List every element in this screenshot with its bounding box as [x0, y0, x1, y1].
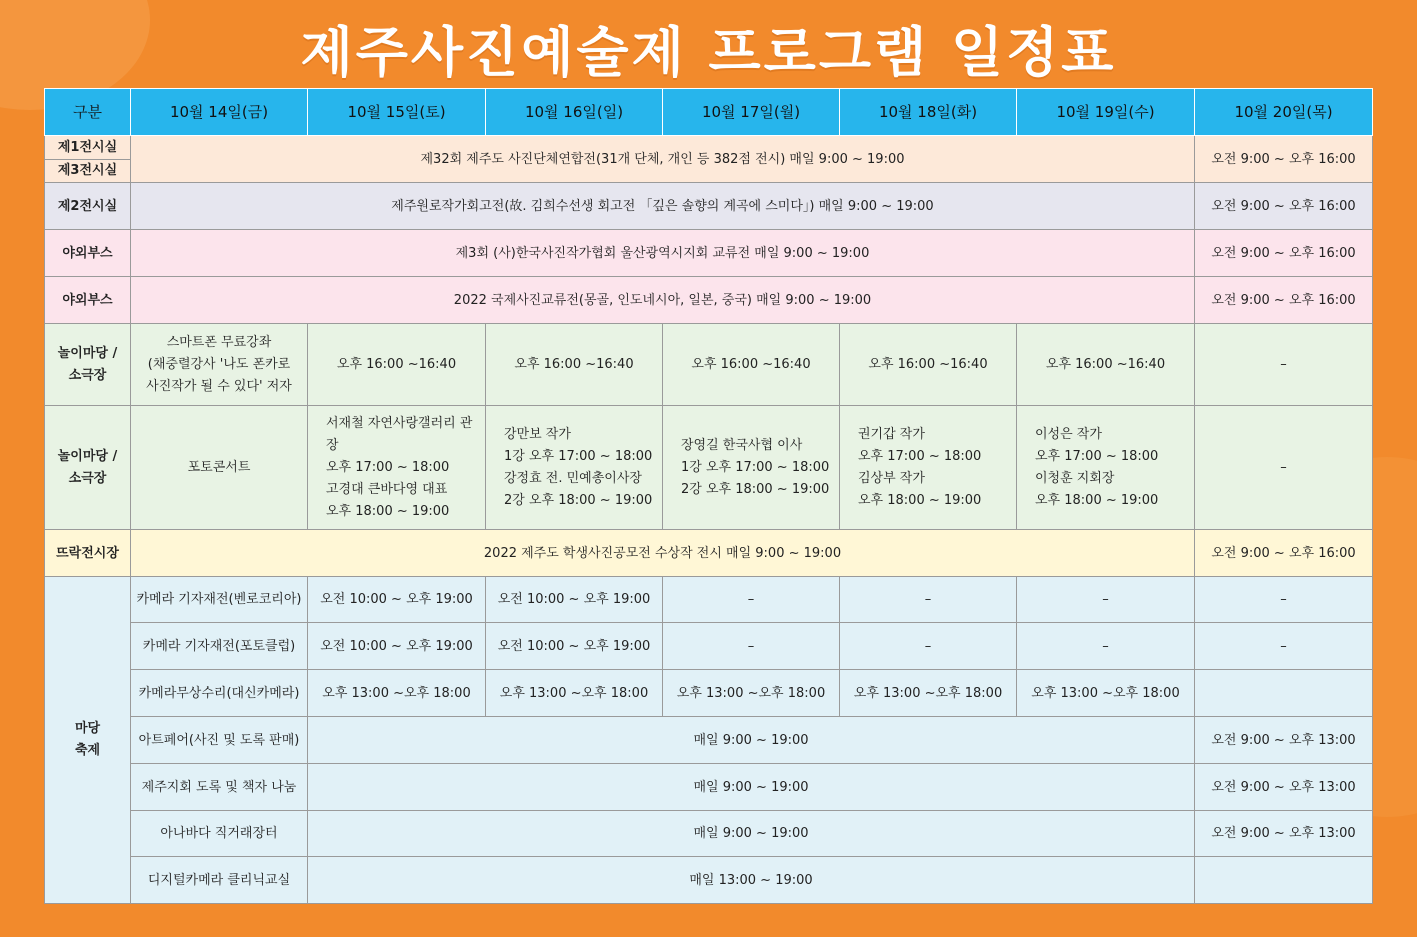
time-cell: – — [1017, 623, 1195, 670]
speaker-cell — [663, 406, 840, 530]
header-oct16: 10월 16일(일) — [486, 89, 663, 136]
event-cell: 제32회 제주도 사진단체연합전(31개 단체, 개인 등 382점 전시) 매일 9:00 ~ 19:00 — [131, 136, 1195, 183]
category-cell — [45, 577, 131, 904]
time-cell: 오후 16:00 ~16:40 — [663, 324, 840, 406]
last-day-cell — [1195, 670, 1373, 717]
event-cell: 매일 13:00 ~ 19:00 — [308, 857, 1195, 904]
last-day-cell: 오전 9:00 ~ 오후 16:00 — [1195, 183, 1373, 230]
time-cell: 오후 13:00 ~오후 18:00 — [308, 670, 486, 717]
speaker-line: 권기갑 작가 — [858, 426, 925, 442]
last-day-cell: 오전 9:00 ~ 오후 16:00 — [1195, 530, 1373, 577]
speaker-line: 오후 18:00 ~ 19:00 — [858, 492, 982, 508]
speaker-line: 2강 오후 18:00 ~ 19:00 — [681, 481, 830, 497]
program-line: 사진작가 될 수 있다' 저자 — [146, 378, 292, 394]
speaker-line: 오후 17:00 ~ 18:00 — [1035, 448, 1159, 464]
event-cell: 제3회 (사)한국사진작가협회 울산광역시지회 교류전 매일 9:00 ~ 19:00 — [131, 230, 1195, 277]
category-label: 제1전시실 — [57, 139, 118, 155]
speaker-line: 강만보 작가 — [504, 426, 571, 442]
speaker-line: 이성은 작가 — [1035, 426, 1102, 442]
header-oct14: 10월 14일(금) — [131, 89, 308, 136]
event-cell: 매일 9:00 ~ 19:00 — [308, 811, 1195, 857]
page-title: 제주사진예술제 프로그램 일정표 — [300, 21, 1117, 84]
table-row — [45, 136, 1373, 183]
category-cell — [45, 406, 131, 530]
category-cell — [45, 136, 131, 183]
time-cell: 오전 10:00 ~ 오후 19:00 — [308, 577, 486, 623]
table-row — [45, 530, 1373, 577]
time-cell: 오전 10:00 ~ 오후 19:00 — [486, 577, 663, 623]
program-cell: 디지털카메라 클리닉교실 — [131, 857, 308, 904]
table-row — [45, 324, 1373, 406]
table-row — [45, 857, 1373, 904]
time-cell: – — [840, 577, 1017, 623]
category-label: 소극장 — [68, 367, 107, 383]
last-day-cell: 오전 9:00 ~ 오후 13:00 — [1195, 717, 1373, 764]
last-day-cell: 오전 9:00 ~ 오후 13:00 — [1195, 811, 1373, 857]
event-cell: 2022 국제사진교류전(몽골, 인도네시아, 일본, 중국) 매일 9:00 ~ 19:00 — [131, 277, 1195, 324]
last-day-cell — [1195, 857, 1373, 904]
last-day-cell: 오전 9:00 ~ 오후 16:00 — [1195, 136, 1373, 183]
table-row — [45, 811, 1373, 857]
last-day-cell: – — [1195, 324, 1373, 406]
time-cell: 오전 10:00 ~ 오후 19:00 — [486, 623, 663, 670]
category-cell: 야외부스 — [45, 230, 131, 277]
event-cell: 매일 9:00 ~ 19:00 — [308, 764, 1195, 811]
table-row — [45, 577, 1373, 623]
category-label: 놀이마당 / — [57, 448, 118, 464]
last-day-cell: – — [1195, 623, 1373, 670]
category-label: 축제 — [74, 743, 101, 758]
program-cell — [131, 324, 308, 406]
last-day-cell: – — [1195, 577, 1373, 623]
speaker-line: 이청훈 지회장 — [1035, 470, 1115, 486]
event-cell: 매일 9:00 ~ 19:00 — [308, 717, 1195, 764]
category-label: 놀이마당 / — [57, 345, 118, 361]
speaker-line: 강정효 전. 민예총이사장 — [504, 470, 642, 486]
program-cell: 제주지회 도록 및 책자 나눔 — [131, 764, 308, 811]
speaker-line: 장영길 한국사협 이사 — [681, 437, 803, 453]
speaker-line: 김상부 작가 — [858, 470, 925, 486]
category-label: 소극장 — [68, 470, 107, 486]
header-oct18: 10월 18일(화) — [840, 89, 1017, 136]
program-line: (채중렬강사 '나도 폰카로 — [147, 356, 291, 372]
table-row — [45, 623, 1373, 670]
speaker-line: 2강 오후 18:00 ~ 19:00 — [504, 492, 653, 508]
header-oct20: 10월 20일(목) — [1195, 89, 1373, 136]
speaker-line: 고경대 큰바다영 대표 — [326, 481, 448, 497]
program-cell: 아나바다 직거래장터 — [131, 811, 308, 857]
speaker-line: 서재철 자연사랑갤러리 관장 — [326, 415, 473, 453]
time-cell: 오후 16:00 ~16:40 — [1017, 324, 1195, 406]
table-row — [45, 183, 1373, 230]
speaker-cell — [308, 406, 486, 530]
time-cell: – — [840, 623, 1017, 670]
last-day-cell: 오전 9:00 ~ 오후 16:00 — [1195, 230, 1373, 277]
speaker-cell — [486, 406, 663, 530]
event-cell: 2022 제주도 학생사진공모전 수상작 전시 매일 9:00 ~ 19:00 — [131, 530, 1195, 577]
time-cell: 오후 13:00 ~오후 18:00 — [486, 670, 663, 717]
table-row — [45, 717, 1373, 764]
time-cell: 오후 13:00 ~오후 18:00 — [663, 670, 840, 717]
time-cell: 오전 10:00 ~ 오후 19:00 — [308, 623, 486, 670]
header-oct15: 10월 15일(토) — [308, 89, 486, 136]
header-category: 구분 — [45, 89, 131, 136]
header-oct17: 10월 17일(월) — [663, 89, 840, 136]
speaker-cell — [840, 406, 1017, 530]
table-row — [45, 277, 1373, 324]
time-cell: – — [663, 577, 840, 623]
header-row — [45, 89, 1373, 136]
last-day-cell: 오전 9:00 ~ 오후 13:00 — [1195, 764, 1373, 811]
category-cell: 뜨락전시장 — [45, 530, 131, 577]
last-day-cell: 오전 9:00 ~ 오후 16:00 — [1195, 277, 1373, 324]
table-row — [45, 406, 1373, 530]
speaker-line: 오후 17:00 ~ 18:00 — [858, 448, 982, 464]
program-cell: 카메라 기자재전(벤로코리아) — [131, 577, 308, 623]
program-cell: 카메라무상수리(대신카메라) — [131, 670, 308, 717]
program-cell: 아트페어(사진 및 도록 판매) — [131, 717, 308, 764]
category-label: 마당 — [74, 721, 101, 736]
speaker-line: 오후 18:00 ~ 19:00 — [1035, 492, 1159, 508]
schedule-table — [44, 88, 1373, 904]
speaker-line: 1강 오후 17:00 ~ 18:00 — [681, 459, 830, 475]
header-oct19: 10월 19일(수) — [1017, 89, 1195, 136]
time-cell: 오후 16:00 ~16:40 — [840, 324, 1017, 406]
speaker-line: 1강 오후 17:00 ~ 18:00 — [504, 448, 653, 464]
table-row — [45, 230, 1373, 277]
time-cell: 오후 13:00 ~오후 18:00 — [1017, 670, 1195, 717]
program-line: 스마트폰 무료강좌 — [166, 334, 272, 350]
time-cell: – — [663, 623, 840, 670]
speaker-line: 오후 17:00 ~ 18:00 — [326, 459, 450, 475]
table-row — [45, 764, 1373, 811]
category-cell — [45, 324, 131, 406]
time-cell: 오후 16:00 ~16:40 — [486, 324, 663, 406]
program-cell: 카메라 기자재전(포토클럽) — [131, 623, 308, 670]
speaker-cell — [1017, 406, 1195, 530]
category-cell: 야외부스 — [45, 277, 131, 324]
category-cell: 제2전시실 — [45, 183, 131, 230]
time-cell: – — [1017, 577, 1195, 623]
category-label: 제3전시실 — [57, 162, 118, 178]
last-day-cell: – — [1195, 406, 1373, 530]
time-cell: 오후 13:00 ~오후 18:00 — [840, 670, 1017, 717]
event-cell: 제주원로작가회고전(故. 김희수선생 회고전 「깊은 솔향의 계곡에 스미다」) 매일 9:00 ~ 19:00 — [131, 183, 1195, 230]
time-cell: 오후 16:00 ~16:40 — [308, 324, 486, 406]
program-cell: 포토콘서트 — [131, 406, 308, 530]
speaker-line: 오후 18:00 ~ 19:00 — [326, 503, 450, 519]
table-row — [45, 670, 1373, 717]
